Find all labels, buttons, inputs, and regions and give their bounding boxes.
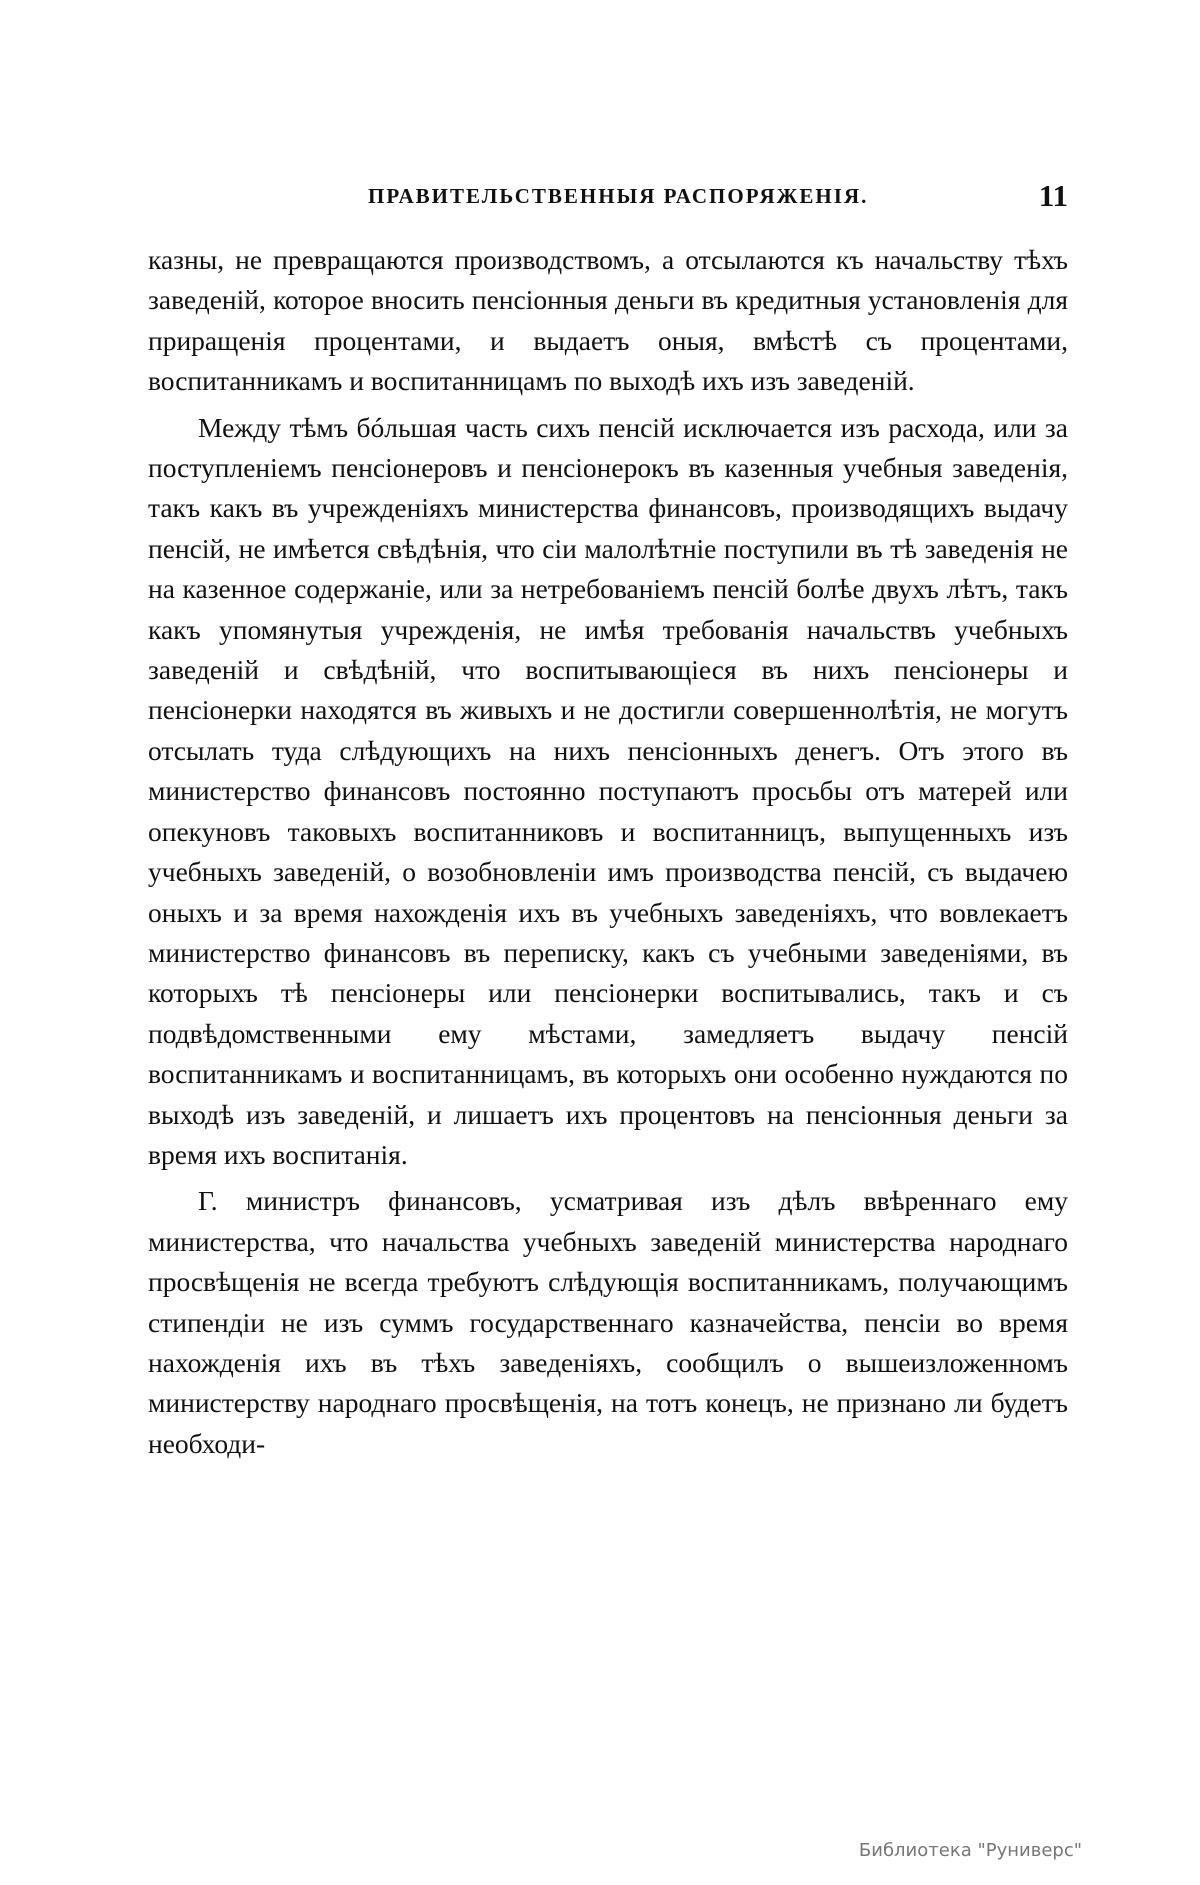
- running-title: ПРАВИТЕЛЬСТВЕННЫЯ РАСПОРЯЖЕНІЯ.: [368, 184, 869, 208]
- library-watermark: Библиотека "Руниверс": [858, 1840, 1082, 1861]
- paragraph-1: казны, не превращаются производствомъ, а отсылаются къ начальству тѣхъ заведеній, которое вносить пенсіонныя деньги въ кредитныя установленія для приращенія процентами, и выдаетъ оныя, вмѣстѣ съ процентами, воспитанникамъ и воспитанницамъ по выходѣ ихъ изъ заведеній.: [148, 244, 1068, 397]
- running-head: [148, 178, 1068, 218]
- page-number: 11: [1038, 178, 1068, 213]
- paragraph-3: Г. министръ финансовъ, усматривая изъ дѣлъ ввѣреннаго ему министерства, что начальства учебныхъ заведеній министерства народнаго просвѣщенія не всегда требуютъ слѣдующія воспитанникамъ, получающимъ стипендіи не изъ суммъ государственнаго казначейства, пенсіи во время нахожденія ихъ въ тѣхъ заведеніяхъ, сообщилъ о вышеизложенномъ министерству народнаго просвѣщенія, на тотъ конецъ, не признано ли будетъ необходи-: [148, 1185, 1068, 1459]
- paragraph-2: Между тѣмъ бóльшая часть сихъ пенсій исключается изъ расхода, или за поступленіемъ пенсіонеровъ и пенсіонерокъ въ казенныя учебныя заведенія, такъ какъ въ учрежденіяхъ министерства финансовъ, производящихъ выдачу пенсій, не имѣется свѣдѣнія, что сіи малолѣтніе поступили въ тѣ заведенія не на казенное содержаніе, или за нетребованіемъ пенсій болѣе двухъ лѣтъ, такъ какъ упомянутыя учрежденія, не имѣя требованія начальствъ учебныхъ заведеній и свѣдѣній, что воспитывающіеся въ нихъ пенсіонеры и пенсіонерки находятся въ живыхъ и не достигли совершеннолѣтія, не могутъ отсылать туда слѣдующихъ на нихъ пенсіонныхъ денегъ. Отъ этого въ министерство финансовъ постоянно поступаютъ просьбы отъ матерей или опекуновъ таковыхъ воспитанниковъ и воспитанницъ, выпущенныхъ изъ учебныхъ заведеній, о возобновленіи имъ производства пенсій, съ выдачею оныхъ и за время нахожденія ихъ въ учебныхъ заведеніяхъ, что вовлекаетъ министерство финансовъ въ переписку, какъ съ учебными заведеніями, въ которыхъ тѣ пенсіонеры или пенсіонерки воспитывались, такъ и съ подвѣдомственными ему мѣстами, замедляетъ выдачу пенсій воспитанникамъ и воспитанницамъ, въ которыхъ они особенно нуждаются по выходѣ изъ заведеній, и лишаетъ ихъ процентовъ на пенсіонныя деньги за время ихъ воспитанія.: [148, 411, 1068, 1170]
- text-body: [148, 240, 1068, 1470]
